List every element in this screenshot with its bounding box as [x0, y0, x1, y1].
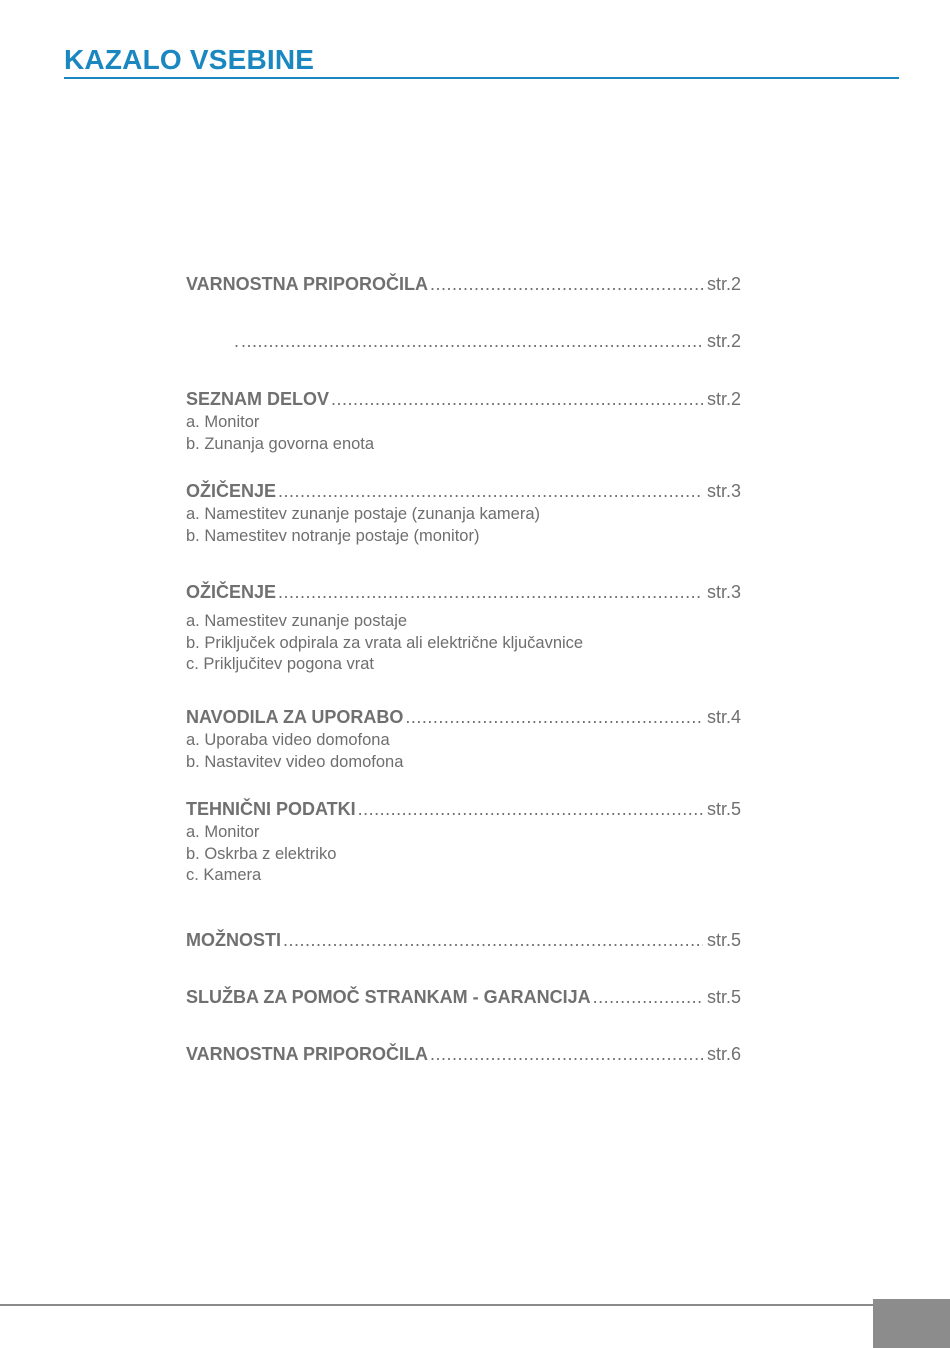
toc-heading: MOŽNOSTI: [186, 930, 281, 950]
toc-entry[interactable]: [186, 796, 741, 887]
dot-leader: [278, 579, 703, 605]
toc-subsection[interactable]: b. Priključek odpirala za vrata ali električne ključavnice: [186, 633, 584, 652]
toc-page-ref: str.6: [706, 1044, 741, 1064]
toc-page-ref: str.5: [706, 930, 741, 950]
toc-subsection-list: [186, 730, 741, 773]
toc-heading-line: [186, 927, 741, 953]
toc-heading: OŽIČENJE: [186, 481, 277, 501]
dot-leader: [331, 386, 703, 412]
toc-heading: .: [234, 331, 240, 351]
toc-subsection[interactable]: a. Monitor: [186, 823, 260, 841]
dot-leader: [430, 271, 703, 297]
toc-heading: SLUŽBA ZA POMOČ STRANKAM - GARANCIJA: [186, 987, 591, 1007]
footer-page-tab: [873, 1299, 950, 1348]
toc-entry[interactable]: [186, 478, 741, 547]
toc-subsection[interactable]: a. Monitor: [186, 413, 260, 431]
toc-subsection[interactable]: c. Priključitev pogona vrat: [186, 655, 375, 673]
toc-heading-line: [186, 704, 741, 730]
toc-heading: NAVODILA ZA UPORABO: [186, 707, 404, 727]
toc-subsection[interactable]: b. Nastavitev video domofona: [186, 752, 404, 771]
toc-entry[interactable]: [186, 271, 741, 297]
toc-heading-line: [186, 796, 741, 822]
toc-subsection-list: [186, 611, 741, 676]
dot-leader: [241, 328, 703, 354]
toc-heading-line: [186, 984, 741, 1010]
dot-leader: [278, 478, 703, 504]
toc-heading-line: [186, 1041, 741, 1067]
toc-page-ref: str.3: [706, 481, 741, 501]
dot-leader: [358, 796, 703, 822]
toc-page-ref: str.3: [706, 582, 741, 602]
toc-page-ref: str.2: [706, 331, 741, 351]
toc-page-ref: str.2: [706, 389, 741, 409]
toc-heading-line: [186, 328, 741, 354]
toc-subsection[interactable]: a. Namestitev zunanje postaje: [186, 612, 408, 630]
toc-entry[interactable]: [186, 984, 741, 1010]
toc-page-ref: str.4: [706, 707, 741, 727]
toc-entry[interactable]: [186, 579, 741, 676]
page-title: KAZALO VSEBINE: [64, 44, 315, 75]
toc-heading: VARNOSTNA PRIPOROČILA: [186, 274, 429, 294]
toc-subsection[interactable]: a. Uporaba video domofona: [186, 731, 390, 749]
toc-page-ref: str.5: [706, 799, 741, 819]
toc-entry[interactable]: [186, 1041, 741, 1067]
toc-heading: SEZNAM DELOV: [186, 389, 330, 409]
dot-leader: [405, 704, 703, 730]
toc-subsection[interactable]: b. Zunanja govorna enota: [186, 434, 375, 453]
toc-heading-line: [186, 579, 741, 605]
toc-entry[interactable]: [186, 386, 741, 455]
toc-entry[interactable]: [186, 927, 741, 953]
toc-heading: OŽIČENJE: [186, 582, 277, 602]
toc-subsection[interactable]: b. Namestitev notranje postaje (monitor): [186, 526, 480, 545]
toc-heading: TEHNIČNI PODATKI: [186, 799, 356, 819]
toc-heading: VARNOSTNA PRIPOROČILA: [186, 1044, 429, 1064]
toc-subsection[interactable]: b. Oskrba z elektriko: [186, 844, 337, 863]
title-divider: [64, 77, 899, 79]
toc-subsection-list: [186, 822, 741, 887]
toc-subsection[interactable]: c. Kamera: [186, 866, 262, 884]
dot-leader: [283, 927, 703, 953]
toc-page-ref: str.2: [706, 274, 741, 294]
toc-page-ref: str.5: [706, 987, 741, 1007]
toc-heading-line: [186, 478, 741, 504]
toc-heading-line: [186, 271, 741, 297]
footer-divider: [0, 1304, 873, 1306]
dot-leader: [593, 984, 703, 1010]
toc-subsection[interactable]: a. Namestitev zunanje postaje (zunanja kamera): [186, 505, 541, 523]
toc-heading-line: [186, 386, 741, 412]
dot-leader: [430, 1041, 703, 1067]
toc-subsection-list: [186, 412, 741, 455]
toc-subsection-list: [186, 504, 741, 547]
toc-entry[interactable]: [186, 328, 741, 354]
toc-entry[interactable]: [186, 704, 741, 773]
